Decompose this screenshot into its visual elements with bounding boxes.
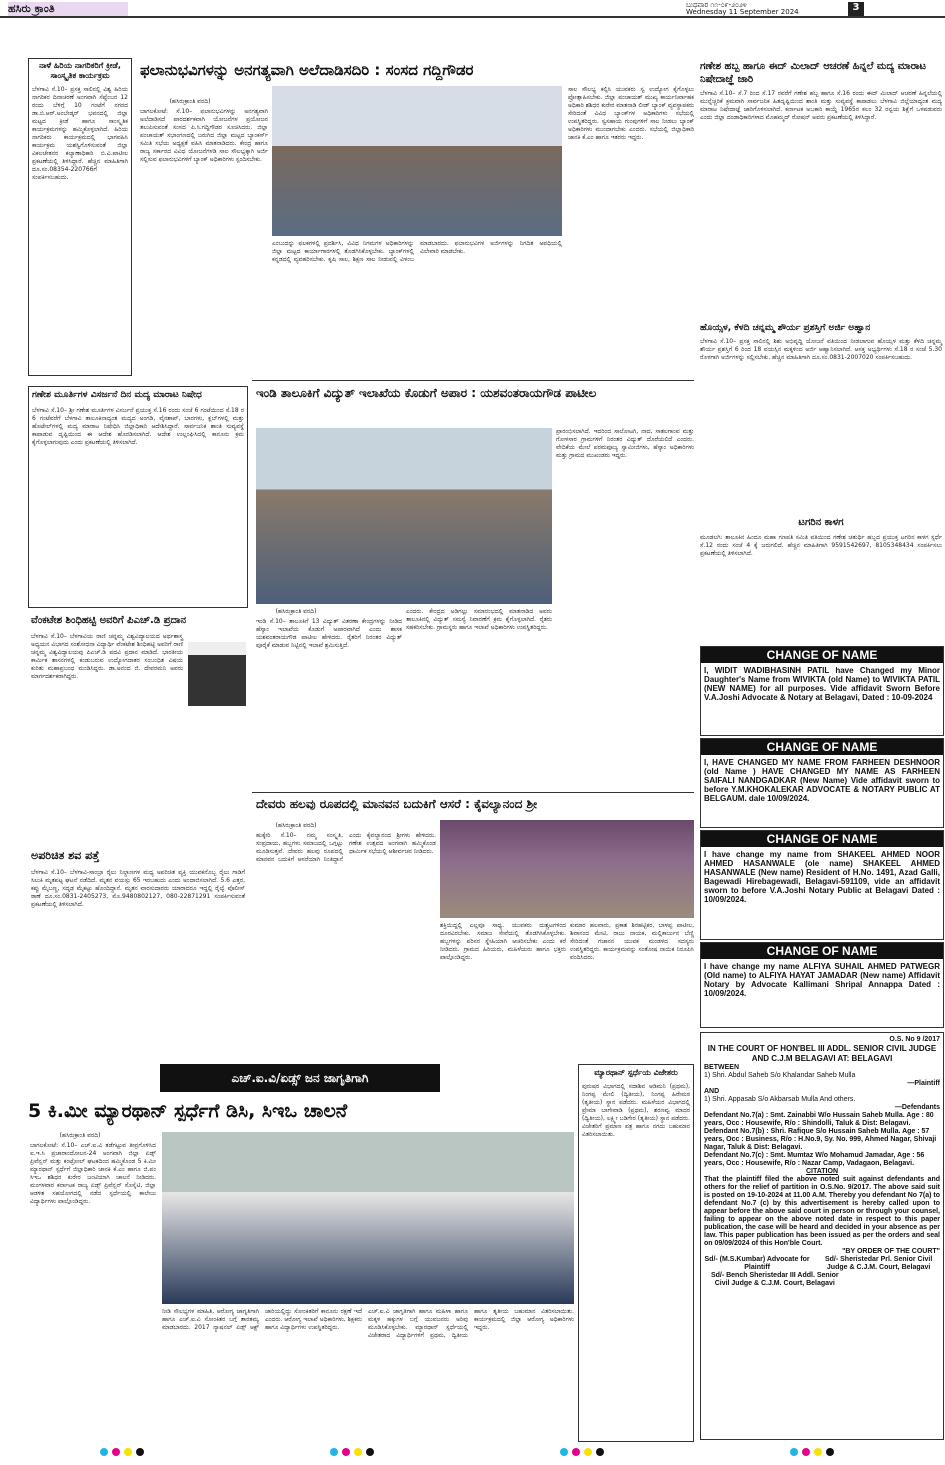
brief-headline: ವೆಂಕಟೇಶ ಶಿಂಧಿಹಟ್ಟಿ ಅವರಿಗೆ ಪಿಎಚ್.ಡಿ ಪ್ರದಾನ	[31, 615, 187, 626]
winners-title: ಮ್ಯಾರಥಾನ್ ಸ್ಪರ್ಧೆಯ ವಿಜೇತರು	[594, 1068, 678, 1077]
ad-title: CHANGE OF NAME	[701, 831, 943, 847]
brief-unidentified-body	[28, 846, 248, 1042]
brief-bravery-award	[698, 320, 944, 514]
story-body: ನೀಡಿ ಸೌಲಭ್ಯಗಳ ಮಾಹಿತಿ, ಆರೋಗ್ಯ ಜಾಗೃತಿಗಾಗಿ ಹಾಗೂ ಎಚ್.ಐ.ವಿ ಸೋಂಕಿತರ ಬಗ್ಗೆ ತಾರತಮ್ಯ ಮಾಡಬಾರದು. 2017 ನ್ಯಾಷನಲ್ ಏಡ್ಸ್ ಆಕ್ಟ್ ಜಾರಿಯಲ್ಲಿದ್ದು ಸೋಂಕಿತರಿಗೆ ಕಾನೂನು ರಕ್ಷಣೆ ಇದೆ ಎಂದರು. ಆರೋಗ್ಯ ಇಲಾಖೆ ಅಧಿಕಾರಿಗಳು, ಶಿಕ್ಷಕರು ಹಾಗೂ ವಿದ್ಯಾರ್ಥಿಗಳು ಉಪಸ್ಥಿತರಿದ್ದರು.	[162, 1308, 362, 1331]
ad-body: I have change my name from SHAKEEL AHMED NOOR AHMED HASANWALE (ole name) SHAKEEL AHMED HASANWALE (New name) Resident of H.No. 1491, Azad Galli, Bagewadi Hirebagewadi, Belagavi-591109, vide an affidavit sworn to before V.A.Joshi Notary Public at Belagavi Dated : 10/09/2024.	[704, 850, 940, 904]
brief-headline: ಹೊಯ್ಸಳ, ಕೆಳದಿ ಚನ್ನಮ್ಮ ಶೌರ್ಯ ಪ್ರಶಸ್ತಿಗೆ ಅರ್ಜಿ ಅಹ್ವಾನ	[700, 323, 871, 333]
story-headline: ಇಂಡಿ ತಾಲೂಕಿಗೆ ವಿದ್ಯುತ್ ಇಲಾಖೆಯ ಕೊಡುಗೆ ಅಪಾರ : ಯಶವಂತರಾಯಗೌಡ ಪಾಟೀಲ	[252, 380, 694, 404]
between-label: BETWEEN	[704, 1064, 739, 1071]
brief-headline: ಗಣೇಶ ಹಬ್ಬ ಹಾಗೂ ಈದ್ ಮಿಲಾದ್ ಆಚರಣೆ ಹಿನ್ನಲೆ ಮದ್ಯ ಮಾರಾಟ ನಿಷೇದಾಜ್ಞೆ ಜಾರಿ	[700, 61, 927, 85]
color-registration-dot	[100, 1448, 108, 1456]
brief-ram-fight	[698, 514, 944, 640]
story-body: ಬಾಗಲಕೋಟೆ: ಸೆ.10– ಎಚ್.ಐ.ವಿ ತಡೆಗಟ್ಟುವ ತೀವ್ರಗೊಳಿಸಿದ ಐ.ಇ.ಸಿ ಪ್ರಚಾರಾಂದೋಲನ-24 ಅಂಗವಾಗಿ ಜಿಲ್ಲಾ ಏಡ್ಸ್ ಪ್ರಿವೆನ್ಷನ್ ಮತ್ತು ಕಂಟ್ರೋಲ್ ಘಟಕದಿಂದ ಹಮ್ಮಿಕೊಂಡ 5 ಕಿ.ಮೀ ಮ್ಯಾರಥಾನ್ ಸ್ಪರ್ಧೆಗೆ ಜಿಲ್ಲಾಧಿಕಾರಿ ಜಾನಕಿ ಕೆ.ಎಂ ಹಾಗೂ ಜಿ.ಪಂ ಸಿಇಒ ಶಶಿಧರ ಕುರೇರ ಜಂಟಿಯಾಗಿ ಚಾಲನೆ ನೀಡಿದರು. ಮಂಗಳವಾರ ಕರ್ನಾಟಕ ರಾಜ್ಯ ಏಡ್ಸ್ ಪ್ರಿವೆನ್ಷನ್ ಸೊಸೈಟಿ, ಜಿಲ್ಲಾ ಆಡಳಿತ ಸಹಯೋಗದಲ್ಲಿ ನಡೆದ ಸ್ಪರ್ಧೆಯಲ್ಲಿ ಕಾಲೇಜು ವಿದ್ಯಾರ್ಥಿಗಳು ಪಾಲ್ಗೊಂಡಿದ್ದರು.	[30, 1142, 156, 1205]
portrait-photo	[188, 642, 246, 706]
classified-ad-4	[700, 942, 944, 1028]
color-registration-dot	[802, 1448, 810, 1456]
story-kicker: ಎಚ್.ಐ.ವಿ/ಏಡ್ಸ್ ಜನ ಜಾಗೃತಿಗಾಗಿ	[160, 1064, 440, 1092]
story-byline: (ಹಸಿರುಕ್ರಾಂತಿ ವರದಿ)	[275, 822, 317, 829]
gathering-photo	[440, 820, 694, 918]
winners-box	[578, 1064, 694, 1442]
story-headline: 5 ಕಿ.ಮೀ ಮ್ಯಾರಥಾನ್ ಸ್ಪರ್ಧೆಗೆ ಡಿಸಿ, ಸಿಇಒ ಚಾಲನೆ	[28, 1100, 348, 1122]
story-body: ಸಾಲ ಸೌಲಭ್ಯ ಕಲ್ಪಿಸಿ ಯುವಕರು ಸ್ವ ಉದ್ಯೋಗ ಕೈಗೊಳ್ಳಲು ಪ್ರೋತ್ಸಾಹಿಸಬೇಕು. ಜಿಲ್ಲಾ ಪಂಚಾಯತ್ ಮುಖ್ಯ ಕಾರ್ಯನಿರ್ವಾಹಕ ಅಧಿಕಾರಿ ಶಶಿಧರ ಕುರೇರ ಮಾತನಾಡಿ ಲೀಡ್ ಬ್ಯಾಂಕ್ ವ್ಯವಸ್ಥಾಪಕರು ಸೇರಿದಂತೆ ವಿವಿಧ ಬ್ಯಾಂಕ್‌ಗಳ ಅಧಿಕಾರಿಗಳು ಸಭೆಯಲ್ಲಿ ಉಪಸ್ಥಿತರಿದ್ದರು. ಸ್ವಸಹಾಯ ಗುಂಪುಗಳಿಗೆ ಸಾಲ ನೀಡಲು ಬ್ಯಾಂಕ್ ಅಧಿಕಾರಿಗಳು ಮುಂದಾಗಬೇಕು ಎಂದರು. ಸಭೆಯಲ್ಲಿ ಜಿಲ್ಲಾಧಿಕಾರಿ ಜಾನಕಿ ಕೆ.ಎಂ ಹಾಗೂ ಇತರರು ಇದ್ದರು.	[568, 86, 694, 141]
story-headline: ದೇವರು ಹಲವು ರೂಪದಲ್ಲಿ ಮಾನವನ ಬದುಕಿಗೆ ಆಸರೆ : ಕೈವಲ್ಯಾನಂದ ಶ್ರೀ	[252, 792, 694, 814]
brief-phd	[28, 612, 248, 842]
defendant-tag: —Defendants	[894, 1104, 940, 1111]
color-registration-dot	[790, 1448, 798, 1456]
color-registration-dot	[136, 1448, 144, 1456]
story-body: ಪ್ರಾರಂಭಿಸಲಾಗಿದೆ. ಇದರಿಂದ ಸಾಲೋಟಗಿ, ನಾದ, ಸಾತಲಗಾಂವ ಮತ್ತು ಗೋಳಸಾರ ಗ್ರಾಮಗಳಿಗೆ ನಿರಂತರ ವಿದ್ಯುತ್ ದೊರೆಯಲಿದೆ ಎಂದರು. ವೇದಿಕೆಯ ಮೇಲೆ ಪರಮಪೂಜ್ಯ ಸ್ವಾಮೀಜಿಗಳು, ಹೆಸ್ಕಾಂ ಅಧಿಕಾರಿಗಳು ಮತ್ತು ಗ್ರಾಮದ ಮುಖಂಡರು ಇದ್ದರು.	[556, 428, 694, 459]
court-notice	[700, 1032, 944, 1440]
color-registration-dot	[366, 1448, 374, 1456]
story-body: ಎಂಬುದನ್ನು ಫಲಕಗಳಲ್ಲಿ ಪ್ರದರ್ಶಿಸಿ, ವಿವಿಧ ನಿಗಮಗಳ ಅಧಿಕಾರಿಗಳನ್ನು ಜಿಲ್ಲಾ ಮಟ್ಟದ ಕಾರ್ಯಾಗಾರಗಳಲ್ಲಿ ತೊಡಗಿಸಿಕೊಳ್ಳಬೇಕು. ಬ್ಯಾಂಕ್‌ಗಳಲ್ಲಿ ಕನ್ನಡದಲ್ಲಿ ವ್ಯವಹರಿಸಬೇಕು. ಕೃಷಿ ಸಾಲ, ಶಿಕ್ಷಣ ಸಾಲ ನೀಡುವಲ್ಲಿ ವಿಳಂಬ ಮಾಡಬಾರದು. ಫಲಾನುಭವಿಗಳ ಅರ್ಜಿಗಳನ್ನು ನಿಗದಿತ ಅವಧಿಯಲ್ಲಿ ವಿಲೇವಾರಿ ಮಾಡಬೇಕು.	[272, 240, 562, 263]
story-body: ಕುಮಾರ ಹಲವಾರು, ಪ್ರಕಾಶ ಶಿರಹಟ್ಟಿಕರ, ಬಾಳಪ್ಪ ಪಾಟೀಲ, ಶಿವಾನಂದ ಮೇಟಿ, ರಾಜು ನಾಯಕ, ಮಲ್ಲಿಕಾರ್ಜುನ ಬೆಣ್ಣಿ ಸೇರಿದಂತೆ ಗಜಾನನ ಯುವಕ ಮಂಡಳದ ಸದಸ್ಯರು ಉಪಸ್ಥಿತರಿದ್ದರು. ಕಾರ್ಯಕ್ರಮವನ್ನು ಸಂತೋಷ ನಾಯಿಕ ನಿರೂಪಿಸಿ ವಂದಿಸಿದರು.	[570, 922, 694, 961]
issue-date: ಬುಧವಾರ ೧೧-೦೯-೨೦೨೪ Wednesday 11 September 2024	[686, 2, 799, 16]
marathon-photo	[162, 1132, 574, 1304]
inauguration-photo	[256, 428, 552, 604]
brief-body: ಮೂಡಲಗಿ: ತಾಲೂಕಿನ ಹಿಂದೂ ಮಹಾ ಗಣಪತಿ ಸಮಿತಿ ವತಿಯಿಂದ ಗಣೇಶ ಚತುರ್ಥಿ ಹಬ್ಬದ ಪ್ರಯುಕ್ತ ಟಗರಿನ ಕಾಳಗ ಸ್ಪರ್ಧೆ ಸೆ.12 ರಂದು ಸಂಜೆ 4 ಕ್ಕೆ ಜರುಗಲಿದೆ. ಹೆಚ್ಚಿನ ಮಾಹಿತಿಗಾಗಿ 9591542697, 8105348434 ಸಂಪರ್ಕಿಸಲು ಪ್ರಕಟಣೆಯಲ್ಲಿ ತಿಳಿಸಲಾಗಿದೆ.	[700, 534, 942, 557]
color-registration-dot	[814, 1448, 822, 1456]
brief-liquor-ban-ganesha	[28, 386, 248, 608]
story-body: ಇಂಡಿ ಸೆ.10– ತಾಲೂಕಿಗೆ 13 ವಿದ್ಯುತ್ ವಿತರಣಾ ಕೇಂದ್ರಗಳನ್ನು ನೀಡಿದ ಹೆಸ್ಕಾಂ ಇಲಾಖೆಯ ಕೊಡುಗೆ ಅಪಾರವಾಗಿದೆ ಎಂದು ಶಾಸಕ ಯಶವಂತರಾಯಗೌಡ ಪಾಟೀಲ ಹೇಳಿದರು. ರೈತರಿಗೆ ನಿರಂತರ ವಿದ್ಯುತ್ ಪೂರೈಕೆ ಮಾಡುವ ನಿಟ್ಟಿನಲ್ಲಿ ಇಲಾಖೆ ಶ್ರಮಿಸುತ್ತಿದೆ.	[256, 618, 402, 649]
story-body: ಶಕ್ತಿಯಿದ್ದಲ್ಲಿ ಎಲ್ಲವೂ ಸಾಧ್ಯ. ಯುವಕರು ದುಶ್ಚಟಗಳಿಂದ ದೂರವಿರಬೇಕು. ಸಮಾಜ ಸೇವೆಯಲ್ಲಿ ತೊಡಗಿಸಿಕೊಳ್ಳಬೇಕು. ಹಬ್ಬಗಳನ್ನು ಪರಿಸರ ಸ್ನೇಹಿಯಾಗಿ ಆಚರಿಸಬೇಕು ಎಂದು ಕರೆ ನೀಡಿದರು. ಗ್ರಾಮದ ಹಿರಿಯರು, ಮಹಿಳೆಯರು ಹಾಗೂ ಭಕ್ತರು ಪಾಲ್ಗೊಂಡಿದ್ದರು.	[440, 922, 566, 961]
color-registration-dot	[354, 1448, 362, 1456]
plaintiff: 1) Shri. Abdul Saheb S/o Khalandar Saheb Mulla	[704, 1072, 856, 1079]
court-title: IN THE COURT OF HON'BEL III ADDL. SENIOR CIVIL JUDGE AND C.J.M BELAGAVI AT: BELAGAVI	[707, 1044, 937, 1063]
story-byline: (ಹಸಿರುಕ್ರಾಂತಿ ವರದಿ)	[59, 1132, 101, 1139]
brief-headline: ಗಣೇಶ ಮೂರ್ತಿಗಳ ವಿಸರ್ಜನೆ ದಿನ ಮದ್ಯ ಮಾರಾಟ ನಿಷೇಧ	[32, 390, 202, 400]
ad-body: I, HAVE CHANGED MY NAME FROM FARHEEN DESHNOOR (old Name ) HAVE CHANGED MY NAME AS FARHEEN SAIFALI NANDGADKAR (New Name) Vide affidavit sworn to before Y.M.KHOKALEKAR ADVOCATE & NOTARY PUBLIC AT BELGAUM. dale 10/09/2024.	[704, 758, 940, 803]
ad-title: CHANGE OF NAME	[701, 647, 943, 663]
defendant-7b: Defendant No.7(b) : Shri. Rafique S/o Hussain Saheb Mulla. Age : 57 years, Occ : Business, R/o : H.No.9, Sy. No. 999, Ahmed Nagar, Shivaji Nagar, Taluk & Dist: Belagavi.	[704, 1128, 937, 1151]
story-body: ಎಚ್.ಐ.ವಿ ಜಾಗೃತಿಗಾಗಿ ಹಾಗೂ ಮಹಿಳಾ ಹಾಗೂ ಮಕ್ಕಳ ಹಕ್ಕುಗಳ ಬಗ್ಗೆ ಯುವಜನರು ಅರಿವು ಮೂಡಿಸಿಕೊಳ್ಳಬೇಕು. ಮ್ಯಾರಥಾನ್ ಸ್ಪರ್ಧೆಯಲ್ಲಿ ವಿಜೇತರಾದ ವಿದ್ಯಾರ್ಥಿಗಳಿಗೆ ಪ್ರಥಮ, ದ್ವಿತೀಯ ಹಾಗೂ ತೃತೀಯ ಬಹುಮಾನ ವಿತರಿಸಲಾಯಿತು. ಕಾರ್ಯಕ್ರಮದಲ್ಲಿ ಜಿಲ್ಲಾ ಆರೋಗ್ಯ ಅಧಿಕಾರಿಗಳು ಇದ್ದರು.	[368, 1308, 574, 1339]
defendant-7a: Defendant No.7(a) : Smt. Zainabbi W/o Hussain Saheb Mulla. Age : 80 years, Occ : Housewife, R/o : Shindolli, Taluk & Dist: Belagavi.	[704, 1112, 934, 1127]
case-number: O.S. No 9 /2017	[889, 1036, 940, 1043]
color-registration-dot	[596, 1448, 604, 1456]
story-byline: (ಹಸಿರುಕ್ರಾಂತಿ ವರದಿ)	[169, 98, 211, 105]
story-mp-gaddigoudar	[136, 58, 694, 378]
ad-body: I have change my name ALFIYA SUHAIL AHMED PATWEGR (Old name) to ALFIYA HAYAT JAMADAR (New name) Affidavit Notary by Advocate Kallimani Shripal Annappa Dated : 10/09/2024.	[704, 962, 940, 998]
defendant: 1) Shri. Appasab S/o Akbarsab Mulla And others.	[704, 1096, 856, 1103]
brief-body: ಬೆಳಗಾವಿ ಸೆ.10– ಪ್ರಸಕ್ತ ಸಾಲಿನಲ್ಲಿ ಶಿಶು ಅಭಿವೃದ್ಧಿ ಯೋಜನೆ ವತಿಯಿಂದ ನೀಡಲಾಗುವ ಹೊಯ್ಸಳ ಮತ್ತು ಕೆಳದಿ ಚನ್ನಮ್ಮ ಶೌರ್ಯ ಪ್ರಶಸ್ತಿಗೆ 6 ರಿಂದ 18 ವಯಸ್ಸಿನ ಮಕ್ಕಳಿಂದ ಅರ್ಜಿ ಆಹ್ವಾನಿಸಲಾಗಿದೆ. ಆಸಕ್ತ ಅಭ್ಯರ್ಥಿಗಳು ಸೆ.18 ರ ಸಂಜೆ 5.30 ರೊಳಗಾಗಿ ಅರ್ಜಿಗಳನ್ನು ಸಲ್ಲಿಸಬೇಕು. ಹೆಚ್ಚಿನ ಮಾಹಿತಿಗಾಗಿ ದೂ.ಸಂ.0831-2007020 ಸಂಪರ್ಕಿಸಬಹುದು.	[700, 338, 942, 361]
story-headline: ಫಲಾನುಭವಿಗಳನ್ನು ಅನಗತ್ಯವಾಗಿ ಅಲೆದಾಡಿಸದಿರಿ : ಸಂಸದ ಗದ್ದಿಗೌಡರ	[140, 61, 474, 79]
brief-senior-citizens	[28, 58, 132, 376]
and-label: AND	[704, 1088, 720, 1095]
brief-body: ಬೆಳಗಾವಿ ಸೆ.10– ಬೆಳಗಾವಿಯ ರಾಣಿ ಚನ್ನಮ್ಮ ವಿಶ್ವವಿದ್ಯಾಲಯದ ಅರ್ಥಶಾಸ್ತ್ರ ಅಧ್ಯಯನ ವಿಭಾಗದ ಸಂಶೋಧನಾ ವಿದ್ಯಾರ್ಥಿ ವೆಂಕಟೇಶ ಶಿಂಧಿಹಟ್ಟಿ ಅವರಿಗೆ ರಾಣಿ ಚನ್ನಮ್ಮ ವಿಶ್ವವಿದ್ಯಾಲಯವು ಪಿಎಚ್.ಡಿ ಪದವಿ ಪ್ರದಾನ ಮಾಡಿದೆ. ಭಾರತೀಯ ಕಾರ್ಮಿಕ ಶಾಸನಗಳಲ್ಲಿ ಕಂಡುಬರುವ ಉದ್ಯೋಗದಾತರ ಸಂಬಂಧಿತ ವಿಷಯ ಕುರಿತು ಮಹಾಪ್ರಬಂಧ ಮಂಡಿಸಿದ್ದರು. ಡಾ.ಅನಂದ ಜಿ. ದೇವರಮನಿ ಅವರು ಮಾರ್ಗದರ್ಶಕರಾಗಿದ್ದರು.	[31, 633, 183, 680]
color-registration-dot	[584, 1448, 592, 1456]
by-order: "BY ORDER OF THE COURT"	[842, 1248, 940, 1255]
story-body: ಹುಕ್ಕೇರಿ ಸೆ.10– ನಮ್ಮ ಸಂಸ್ಕೃತಿ, ಸಂಪ್ರದಾಯ, ಹಬ್ಬಗಳು ಸಮಾಜದಲ್ಲಿ ಒಗ್ಗಟ್ಟು ಮೂಡಿಸುತ್ತವೆ. ದೇವರು ಹಲವು ರೂಪದಲ್ಲಿ ಮಾನವನ ಬದುಕಿಗೆ ಆಸರೆಯಾಗಿ ನಿಂತಿದ್ದಾನೆ ಎಂದು ಕೈವಲ್ಯಾನಂದ ಶ್ರೀಗಳು ಹೇಳಿದರು. ಗಣೇಶ ಉತ್ಸವದ ಅಂಗವಾಗಿ ಹಮ್ಮಿಕೊಂಡ ಧಾರ್ಮಿಕ ಸಭೆಯಲ್ಲಿ ಆಶೀರ್ವಚನ ನೀಡಿದರು.	[256, 832, 436, 863]
brief-body: ಬೆಳಗಾವಿ ಸೆ.10– ಬೆಳಗಾವಿ-ಸಾಂಬ್ರಾ ರೈಲು ನಿಲ್ದಾಣಗಳ ಮಧ್ಯ ಅಪರಿಚಿತ ವ್ಯಕ್ತಿ ಯುವಕನೊಬ್ಬ ರೈಲು ಗಾಡಿಗೆ ಸಿಲುಕಿ ಮೃತಪಟ್ಟ ಘಟನೆ ನಡೆದಿದೆ. ಮೃತನ ವಯಸ್ಸು 65 ಇರಬಹುದು ಎಂದು ಅಂದಾಜಿಸಲಾಗಿದೆ. 5.6 ಎತ್ತರ, ಕಪ್ಪು ಮೈಬಣ್ಣ, ಸದೃಢ ಮೈಕಟ್ಟು ಹೊಂದಿದ್ದಾನೆ. ಮೃತನ ವಾರಸುದಾರರು ಯಾರಾದರೂ ಇದ್ದಲ್ಲಿ ರೈಲ್ವೆ ಪೊಲೀಸ್ ಠಾಣೆ ದೂ.ಸಂ.0831-2405273, ಮೊ.9480802127, 080-22871291 ಸಂಪರ್ಕಿಸುವಂತೆ ಪ್ರಕಟಣೆಯಲ್ಲಿ ತಿಳಿಸಲಾಗಿದೆ.	[31, 869, 245, 908]
color-registration-dot	[560, 1448, 568, 1456]
page-number: 3	[848, 2, 864, 16]
story-body: ಬಾಗಲಕೋಟೆ: ಸೆ.10– ಫಲಾನುಭವಿಗಳನ್ನು ಅನಗತ್ಯವಾಗಿ ಅಲೆದಾಡಿಸದೆ ಪಾರದರ್ಶಕವಾಗಿ ಯೋಜನೆಗಳ ಪ್ರಯೋಜನ ತಲುಪಿಸುವಂತೆ ಸಂಸದ ಪಿ.ಸಿ.ಗದ್ದಿಗೌಡರ ಸೂಚಿಸಿದರು. ಜಿಲ್ಲಾ ಪಂಚಾಯತ್ ಸಭಾಂಗಣದಲ್ಲಿ ಜರುಗಿದ ಜಿಲ್ಲಾ ಮಟ್ಟದ ಬ್ಯಾಂಕರ್ಸ್ ಸಮಿತಿ ಸಭೆಯ ಅಧ್ಯಕ್ಷತೆ ವಹಿಸಿ ಮಾತನಾಡಿದರು. ಕೇಂದ್ರ ಹಾಗೂ ರಾಜ್ಯ ಸರ್ಕಾರದ ವಿವಿಧ ಯೋಜನೆಗಳಡಿ ಸಾಲ ಸೌಲಭ್ಯಕ್ಕಾಗಿ ಅರ್ಜಿ ಸಲ್ಲಿಸುವ ಫಲಾನುಭವಿಗಳಿಗೆ ಬ್ಯಾಂಕ್ ಅಧಿಕಾರಿಗಳು ಸ್ಪಂದಿಸಬೇಕು.	[140, 108, 268, 163]
citation-body: That the plaintiff filed the above noted suit against defendants and others for the relief of partition in O.S.No. 9/2017. The above said suit is posted on 19-10-2024 at 11.00 A.M. Thereby you defendant No 7(a) to defendant No.7 (c) by this advertisement is hereby called upon to appear before the above said court in person or through your counsel, failing to appear on the above noted date in respect to this paper publication, the case will be heard and decided in your absence as per law. This paper publication has been issued as per the orders and seal on 09/09/2024 of this Hon'ble Court.	[704, 1176, 940, 1247]
plaintiff-tag: —Plaintiff	[907, 1080, 940, 1087]
classified-ad-1	[700, 646, 944, 736]
color-registration-dot	[826, 1448, 834, 1456]
winners-body: ಪುರುಷರ ವಿಭಾಗದಲ್ಲಿ ಸದಾಶಿವ ಆಡಿಮನಿ (ಪ್ರಥಮ), ನಿಂಗಪ್ಪ ಮೇಲಿ (ದ್ವಿತೀಯ), ನಿಂಗಪ್ಪ ಹಿರೇಮಠ (ತೃತೀಯ) ಸ್ಥಾನ ಪಡೆದರು. ಮಹಿಳೆಯರ ವಿಭಾಗದಲ್ಲಿ ಪ್ರೇಮಾ ಬಾಗೇವಾಡಿ (ಪ್ರಥಮ), ಶರಣವ್ವ ಮಾದರ (ದ್ವಿತೀಯ), ಲಕ್ಷ್ಮೀ ಬಡಿಗೇರ (ತೃತೀಯ) ಸ್ಥಾನ ಪಡೆದರು. ವಿಜೇತರಿಗೆ ಪ್ರಮಾಣ ಪತ್ರ ಹಾಗೂ ನಗದು ಬಹುಮಾನ ವಿತರಿಸಲಾಯಿತು.	[582, 1083, 690, 1138]
color-registration-dot	[112, 1448, 120, 1456]
ad-title: CHANGE OF NAME	[701, 739, 943, 755]
color-registration-dot	[330, 1448, 338, 1456]
ad-title: CHANGE OF NAME	[701, 943, 943, 959]
classified-ad-2	[700, 738, 944, 828]
brief-body: ಬೆಳಗಾವಿ ಸೆ.10– ಪ್ರಸಕ್ತ ಸಾಲಿನಲ್ಲಿ ವಿಶ್ವ ಹಿರಿಯ ನಾಗರಿಕರ ದಿನಾಚರಣೆ ಅಂಗವಾಗಿ ಸೆಪ್ಟೆಂಬರ 12 ರಂದು ಬೆಳಿಗ್ಗೆ 10 ಗಂಟೆಗೆ ನಗರದ ಡಾ.ಬಿ.ಆರ್.ಅಂಬೇಡ್ಕರ್ ಭವನದಲ್ಲಿ ಜಿಲ್ಲಾ ಮಟ್ಟದ ಕ್ರೀಡೆ ಹಾಗೂ ಸಾಂಸ್ಕೃತಿಕ ಕಾರ್ಯಕ್ರಮಗಳನ್ನು ಹಮ್ಮಿಕೊಳ್ಳಲಾಗಿದೆ. ಹಿರಿಯ ನಾಗರಿಕರು ಕಾರ್ಯಕ್ರಮದಲ್ಲಿ ಭಾಗವಹಿಸಿ ಕಾರ್ಯಕ್ರಮ ಯಶಸ್ವಿಗೊಳಿಸುವಂತೆ ಜಿಲ್ಲಾ ವಿಕಲಚೇತನರ ಕಲ್ಯಾಣಾಧಿಕಾರಿ ಬಿ.ವಿ.ಪಾಟೀಲ ಪ್ರಕಟಣೆಯಲ್ಲಿ ತಿಳಿಸಿದ್ದಾರೆ. ಹೆಚ್ಚಿನ ಮಾಹಿತಿಗಾಗಿ ದೂ.ಸಂ.08354-220766ಗೆ ಸಂಪರ್ಕಿಸಬಹುದು.	[32, 86, 128, 181]
story-body: ಎಂದರು. ಕೇಂದ್ರದ ಅಡಿಗಲ್ಲು ಸಮಾರಂಭದಲ್ಲಿ ಮಾತನಾಡಿದ ಅವರು ತಾಲೂಕಿನಲ್ಲಿ ವಿದ್ಯುತ್ ಸಮಸ್ಯೆ ನಿವಾರಣೆಗೆ ಕ್ರಮ ಕೈಗೊಳ್ಳಲಾಗಿದೆ. ರೈತರು ಸಹಕರಿಸಬೇಕು. ಗ್ರಾಮಸ್ಥರು ಹಾಗೂ ಇಲಾಖೆ ಅಧಿಕಾರಿಗಳು ಉಪಸ್ಥಿತರಿದ್ದರು.	[406, 608, 552, 631]
brief-body: ಬೆಳಗಾವಿ ಸೆ.10– ಶ್ರೀ ಗಣೇಶ ಮೂರ್ತಿಗಳ ವಿಸರ್ಜನೆ ಪ್ರಯುಕ್ತ ಸೆ.16 ರಂದು ಸಂಜೆ 6 ಗಂಟೆಯಿಂದ ಸೆ.18 ರ 6 ಗಂಟೆವರೆಗೆ ಬೆಳಗಾವಿ ತಾಲೂಕಿನಾದ್ಯಂತ ಮದ್ಯದ ಅಂಗಡಿ, ವೈನಶಾಪ್, ಬಾರಗಳು, ಕ್ಲಬ್‌ಗಳಲ್ಲಿ ಮತ್ತು ಹೊಟೇಲ್‌ಗಳಲ್ಲಿ ಮದ್ಯ ಮಾರಾಟ ನಿಷೇಧಿಸಿ ಜಿಲ್ಲಾಧಿಕಾರಿ ಆದೇಶಿಸಿದ್ದಾರೆ. ಸಾರ್ವಜನಿಕ ಶಾಂತಿ ಸುವ್ಯವಸ್ಥೆ ಕಾಪಾಡುವ ದೃಷ್ಟಿಯಿಂದ ಈ ಆದೇಶ ಹೊರಡಿಸಲಾಗಿದೆ. ಆದೇಶ ಉಲ್ಲಂಘಿಸಿದಲ್ಲಿ ಕಾನೂನು ಕ್ರಮ ಕೈಗೊಳ್ಳಲಾಗುವುದು ಎಂದು ಪ್ರಕಟಣೆಯಲ್ಲಿ ತಿಳಿಸಲಾಗಿದೆ.	[32, 407, 244, 446]
brief-headline: ಟಗರಿನ ಕಾಳಗ	[798, 517, 844, 528]
paper-name: ಹಸಿರು ಕ್ರಾಂತಿ	[8, 2, 128, 16]
ad-body: I, WIDIT WADIBHASINH PATIL have Changed my Minor Daughter's Name from WIVIKTA (old Name) to WIVIKTA PATIL (NEW NAME) for all purposes. Vide affidavit Sworn Before V.A.Joshi Advocate & Notary at Belagavi, Dated : 10-09-2024	[704, 666, 940, 702]
meeting-photo	[272, 86, 562, 236]
story-indi-electricity	[252, 380, 694, 790]
signature-bottom: Sd/- Bench Sheristedar III Addl. Senior Civil Judge & C.J.M. Court, Belagavi	[710, 1272, 839, 1287]
classified-ad-3	[700, 830, 944, 940]
brief-headline: ಅಪರಿಚಿತ ಶವ ಪತ್ತೆ	[31, 849, 100, 862]
story-marathon	[28, 1064, 698, 1444]
story-byline: (ಹಸಿರುಕ್ರಾಂತಿ ವರದಿ)	[275, 608, 317, 615]
brief-headline: ನಾಳೆ ಹಿರಿಯ ನಾಗರಿಕರಿಗೆ ಕ್ರೀಡೆ, ಸಾಂಸ್ಕೃತಿಕ ಕಾರ್ಯಕ್ರಮ	[39, 61, 121, 80]
color-registration-dot	[124, 1448, 132, 1456]
color-registration-dot	[342, 1448, 350, 1456]
citation-heading: CITATION	[805, 1168, 838, 1175]
brief-liquor-ban-eid	[698, 58, 944, 316]
color-registration-dot	[572, 1448, 580, 1456]
brief-body: ಬೆಳಗಾವಿ ಸೆ.10– ಸೆ.7 ರಿಂದ ಸೆ.17 ರವರೆಗೆ ಗಣೇಶ ಹಬ್ಬ ಹಾಗೂ ಸೆ.16 ರಂದು ಈದ್ ಮಿಲಾದ್ ಆಚರಣೆ ಹಿನ್ನಲೆಯಲ್ಲಿ ಮುನ್ನೆಚ್ಚರಿಕೆ ಕ್ರಮವಾಗಿ ಸಾರ್ವಜನಿಕ ಹಿತದೃಷ್ಟಿಯಿಂದ ಶಾಂತಿ ಮತ್ತು ಸುವ್ಯವಸ್ಥೆ ಕಾಪಾಡಲು ಬೆಳಗಾವಿ ಜಿಲ್ಲೆಯಾದ್ಯಂತ ಮದ್ಯ ಮಾರಾಟ ನಿಷೇದಾಜ್ಞೆ ಜಾರಿಗೊಳಿಸಲಾಗಿದೆ. ಕರ್ನಾಟಕ ಅಬಕಾರಿ ಕಾಯ್ದೆ 1965ರ ಕಲಂ 32 ರನ್ವಯ ಶಿಕ್ಷೆಗೆ ಒಳಪಡುವರು ಎಂದು ಜಿಲ್ಲಾ ದಂಡಾಧಿಕಾರಿಗಳಾದ ಮೊಹಮ್ಮದ್ ರೋಷನ್ ಅವರು ಪ್ರಕಟಣೆಯಲ್ಲಿ ತಿಳಿಸಿದ್ದಾರೆ.	[700, 90, 942, 121]
signature-left: Sd/- (M.S.Kumbar) Advocate for Plaintiff	[704, 1256, 810, 1271]
defendant-7c: Defendant No.7(c) : Smt. Mumtaz W/o Mohamud Jamadar, Age : 56 years, Occ : Housewife, R/o : Nazar Camp, Vadagaon, Belagavi.	[704, 1152, 925, 1167]
signature-right: Sd/- Sheristedar Prl. Senior Civil Judge & C.J.M. Court, Belagavi	[824, 1256, 933, 1271]
story-kaivalyananda	[252, 792, 694, 1042]
